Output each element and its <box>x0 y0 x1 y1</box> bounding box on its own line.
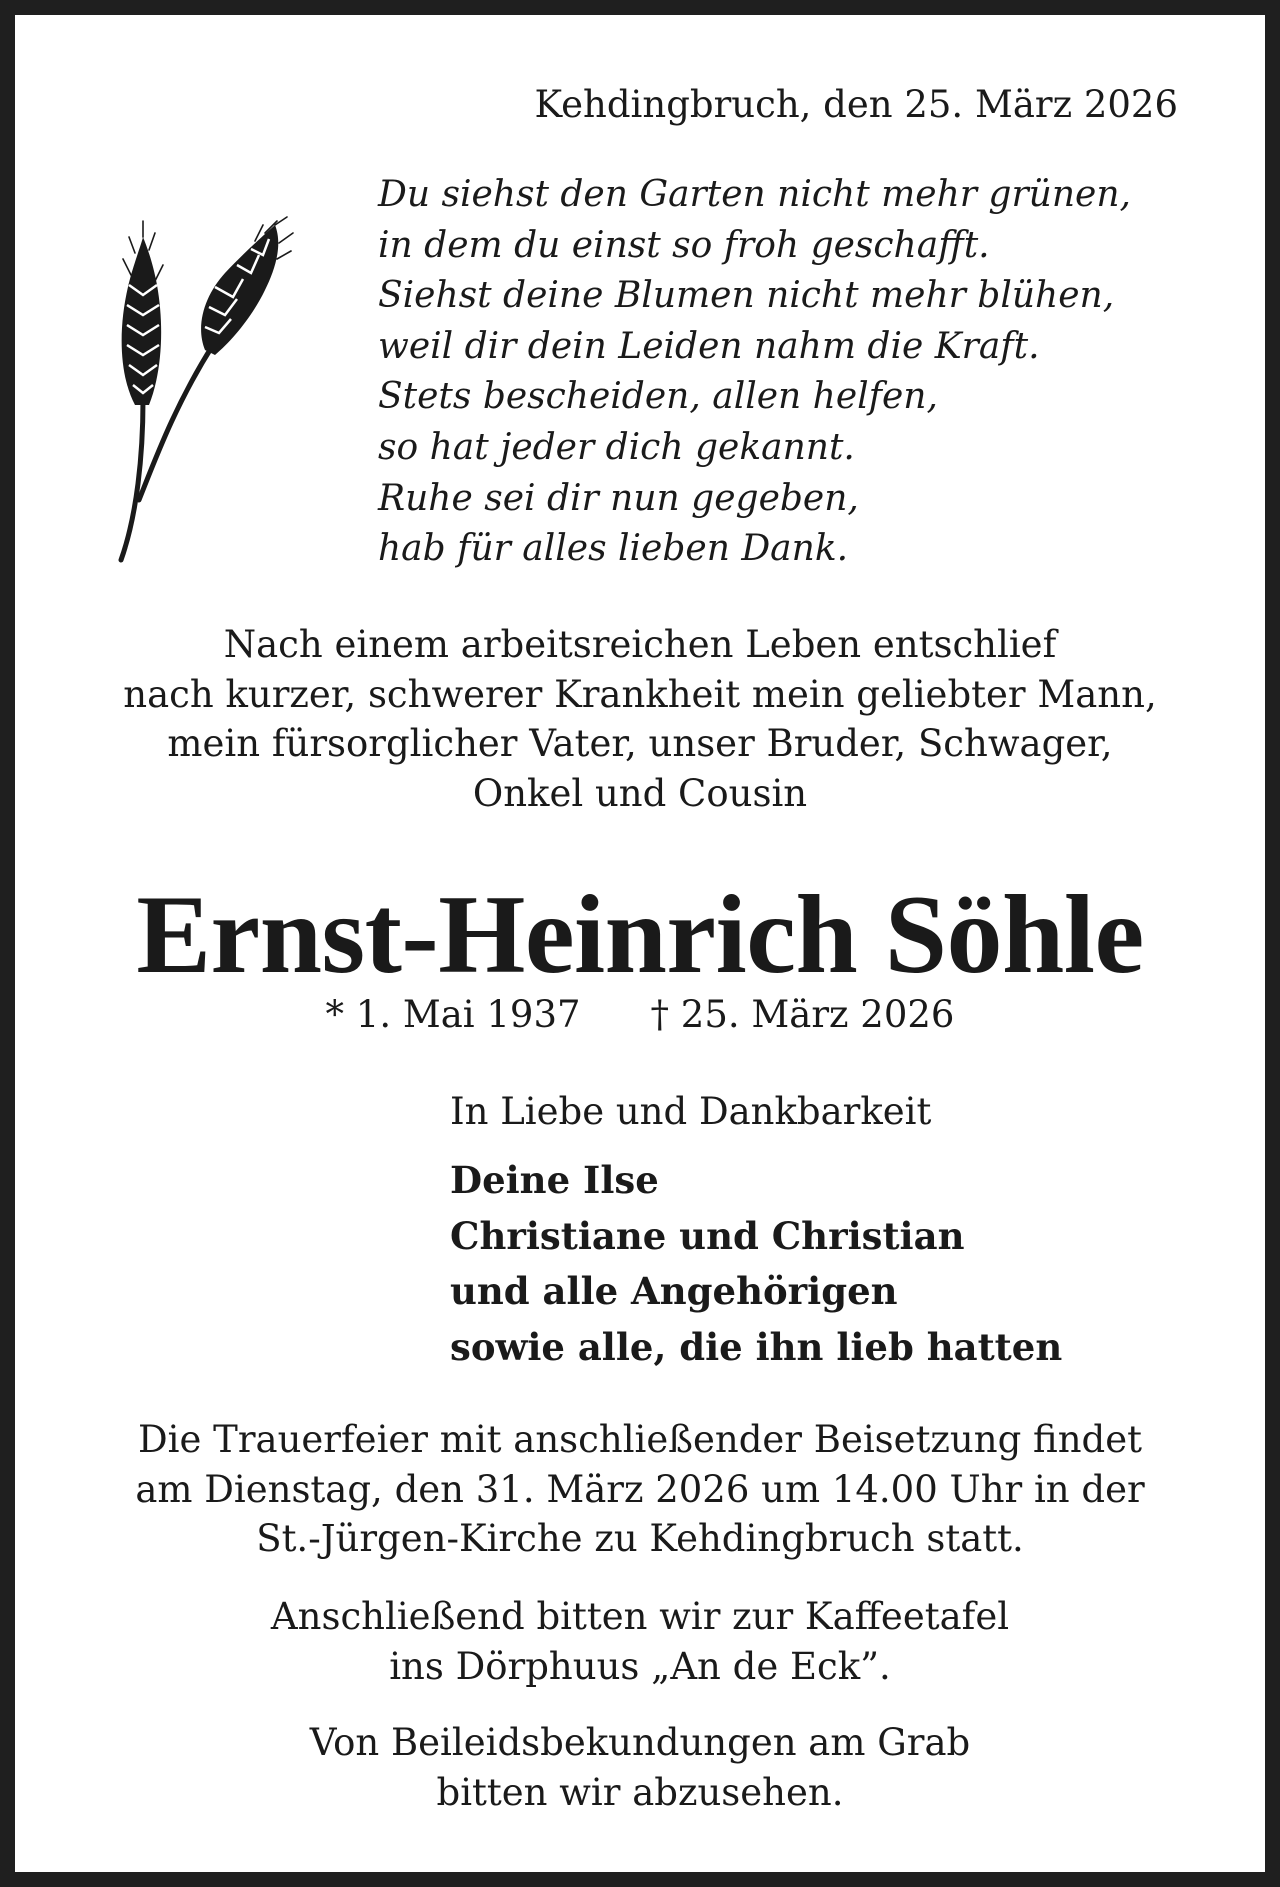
obituary-notice <box>15 15 1265 1872</box>
funeral-line: St.-Jürgen-Kirche zu Kehdingbruch statt. <box>256 1517 1024 1560</box>
poem-line: Siehst deine Blumen nicht mehr blühen, <box>378 275 1115 317</box>
intro-text <box>15 620 1265 818</box>
condolences-line: Von Beileidsbekundungen am Grab <box>309 1721 971 1764</box>
poem-line: so hat jeder dich gekannt. <box>378 426 855 468</box>
poem-line: weil dir dein Leiden nahm die Kraft. <box>378 325 1040 367</box>
condolences-line: bitten wir abzusehen. <box>436 1770 844 1814</box>
funeral-line: am Dienstag, den 31. März 2026 um 14.00 Uhr in der <box>135 1467 1145 1511</box>
mourner-line: Deine Ilse <box>450 1158 659 1202</box>
birth-date: * 1. Mai 1937 <box>325 993 581 1036</box>
coffee-info <box>15 1592 1265 1691</box>
wheat-ears-icon <box>115 215 345 580</box>
mourner-line: Christiane und Christian <box>450 1213 965 1258</box>
intro-line: Onkel und Cousin <box>472 771 808 815</box>
poem-line: Stets bescheiden, allen helfen, <box>378 376 938 418</box>
poem-line: hab für alles lieben Dank. <box>378 528 849 570</box>
poem-line: Du siehst den Garten nicht mehr grünen, <box>378 174 1131 215</box>
mourner-line: sowie alle, die ihn lieb hatten <box>450 1324 1063 1369</box>
place-date: Kehdingbruch, den 25. März 2026 <box>534 83 1178 126</box>
poem-line: Ruhe sei dir nun gegeben, <box>378 477 859 519</box>
intro-line: nach kurzer, schwerer Krankheit mein geliebter Mann, <box>123 672 1157 716</box>
life-dates <box>15 993 1265 1036</box>
coffee-line: ins Dörphuus „An de Eck”. <box>389 1644 891 1688</box>
coffee-line: Anschließend bitten wir zur Kaffeetafel <box>270 1595 1010 1638</box>
mourner-line: und alle Angehörigen <box>450 1269 898 1313</box>
mourners-list <box>450 1153 1062 1375</box>
poem-line: in dem du einst so froh geschafft. <box>378 224 990 266</box>
funeral-info <box>15 1415 1265 1564</box>
intro-line: mein fürsorglicher Vater, unser Bruder, Schwager, <box>167 722 1113 765</box>
deceased-name: Ernst-Heinrich Söhle <box>136 873 1144 997</box>
funeral-line: Die Trauerfeier mit anschließender Beisetzung findet <box>137 1418 1142 1461</box>
intro-line: Nach einem arbeitsreichen Leben entschlief <box>223 623 1057 666</box>
condolences-note <box>15 1718 1265 1817</box>
poem <box>378 170 1131 575</box>
death-date: † 25. März 2026 <box>650 993 955 1036</box>
love-line: In Liebe und Dankbarkeit <box>450 1090 932 1133</box>
